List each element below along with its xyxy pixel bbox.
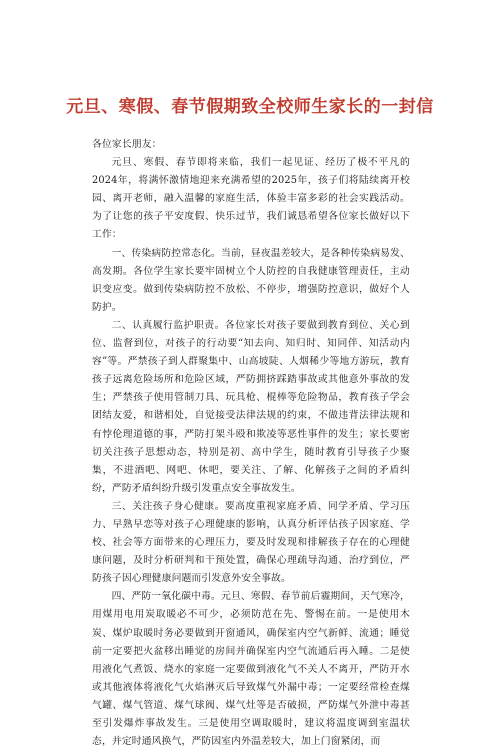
section-guardianship: 二、认真履行监护职责。各位家长对孩子要做到教育到位、关心到位、监督到位，对孩子的行动要“知去向、知归时、知同伴、知活动内容”等。严禁孩子到人群聚集中、山高坡陡、人烟稀少等地方游玩，教育孩子远离危险场所和危险区域，严防拥挤踩踏事故或其他意外事故的发生；严禁孩子使用管制刀具、玩具枪、棍棒等危险物品，教育孩子学会团结友爱，和谐相处，自觉接受法律法规的约束，不做违背法律法规和有悖伦理道德的事，严防打架斗殴和欺凌等恶性事件的发生；家长要密切关注孩子思想动态，特别是初、高中学生，随时教育引导孩子少聚集，不进酒吧、网吧、休吧，要关注、了解、化解孩子之间的矛盾纠纷，严防矛盾纠纷升级引发重点安全事故发生。 [92, 319, 410, 494]
salutation: 各位家长朋友： [92, 139, 162, 150]
section-mental-health: 三、关注孩子身心健康。要高度重视家庭矛盾、同学矛盾、学习压力、早熟早恋等对孩子心理健康的影响，认真分析评估孩子因家庭、学校、社会等方面带来的心理压力，要及时发现和排解孩子存在的心理健康问题，及时分析研判和干预处置，确保心理疏导沟通、治疗到位，严防孩子因心理健康问题而引发意外安全事故。 [92, 500, 410, 585]
intro-paragraph: 元旦、寒假、春节即将来临，我们一起见证、经历了极不平凡的2024年，将满怀激情地迎来充满希望的2025年，孩子们将陆续离开校园、离开老师，融入温馨的家庭生活，体验丰富多彩的社会实践活动。为了让您的孩子平安度假、快乐过节，我们诚恳希望各位家长做好以下工作： [92, 157, 410, 241]
letter-body [92, 136, 410, 751]
document-title: 元旦、寒假、春节假期致全校师生家长的一封信 [66, 97, 434, 117]
section-epidemic-prevention: 一、传染病防控常态化。当前，昼夜温差较大，是各种传染病易发、高发期。各位学生家长要牢固树立个人防控的自我健康管理责任，主动识变应变。做到传染病防控不放松、不停步，增强防控意识，做好个人防护。 [92, 247, 410, 313]
section-co-poisoning: 四、严防一氧化碳中毒。元旦、寒假、春节前后霾期间，天气寒冷，用煤用电用炭取暖必不可少，必须防范在先、警惕在前。一是使用木炭、煤炉取暖时务必要做到开窗通风，确保室内空气新鲜、流通；睡觉前一定要把火盆移出睡觉的房间并确保室内空气流通后再入睡。二是使用液化气煮饭、烧水的家庭一定要做到液化气不关人不离开，严防开水或其他液体将液化气火焰淋灭后导致煤气外漏中毒；一定要经常检查煤气罐、煤气管道、煤气球阀、煤气灶等是否破损，严防煤气外泄中毒甚至引发爆炸事故发生。三是使用空调取暖时，建议将温度调到室温状态，并定时通风换气，严防因室内外温差较大，加上门窗紧闭，而 [92, 591, 410, 748]
